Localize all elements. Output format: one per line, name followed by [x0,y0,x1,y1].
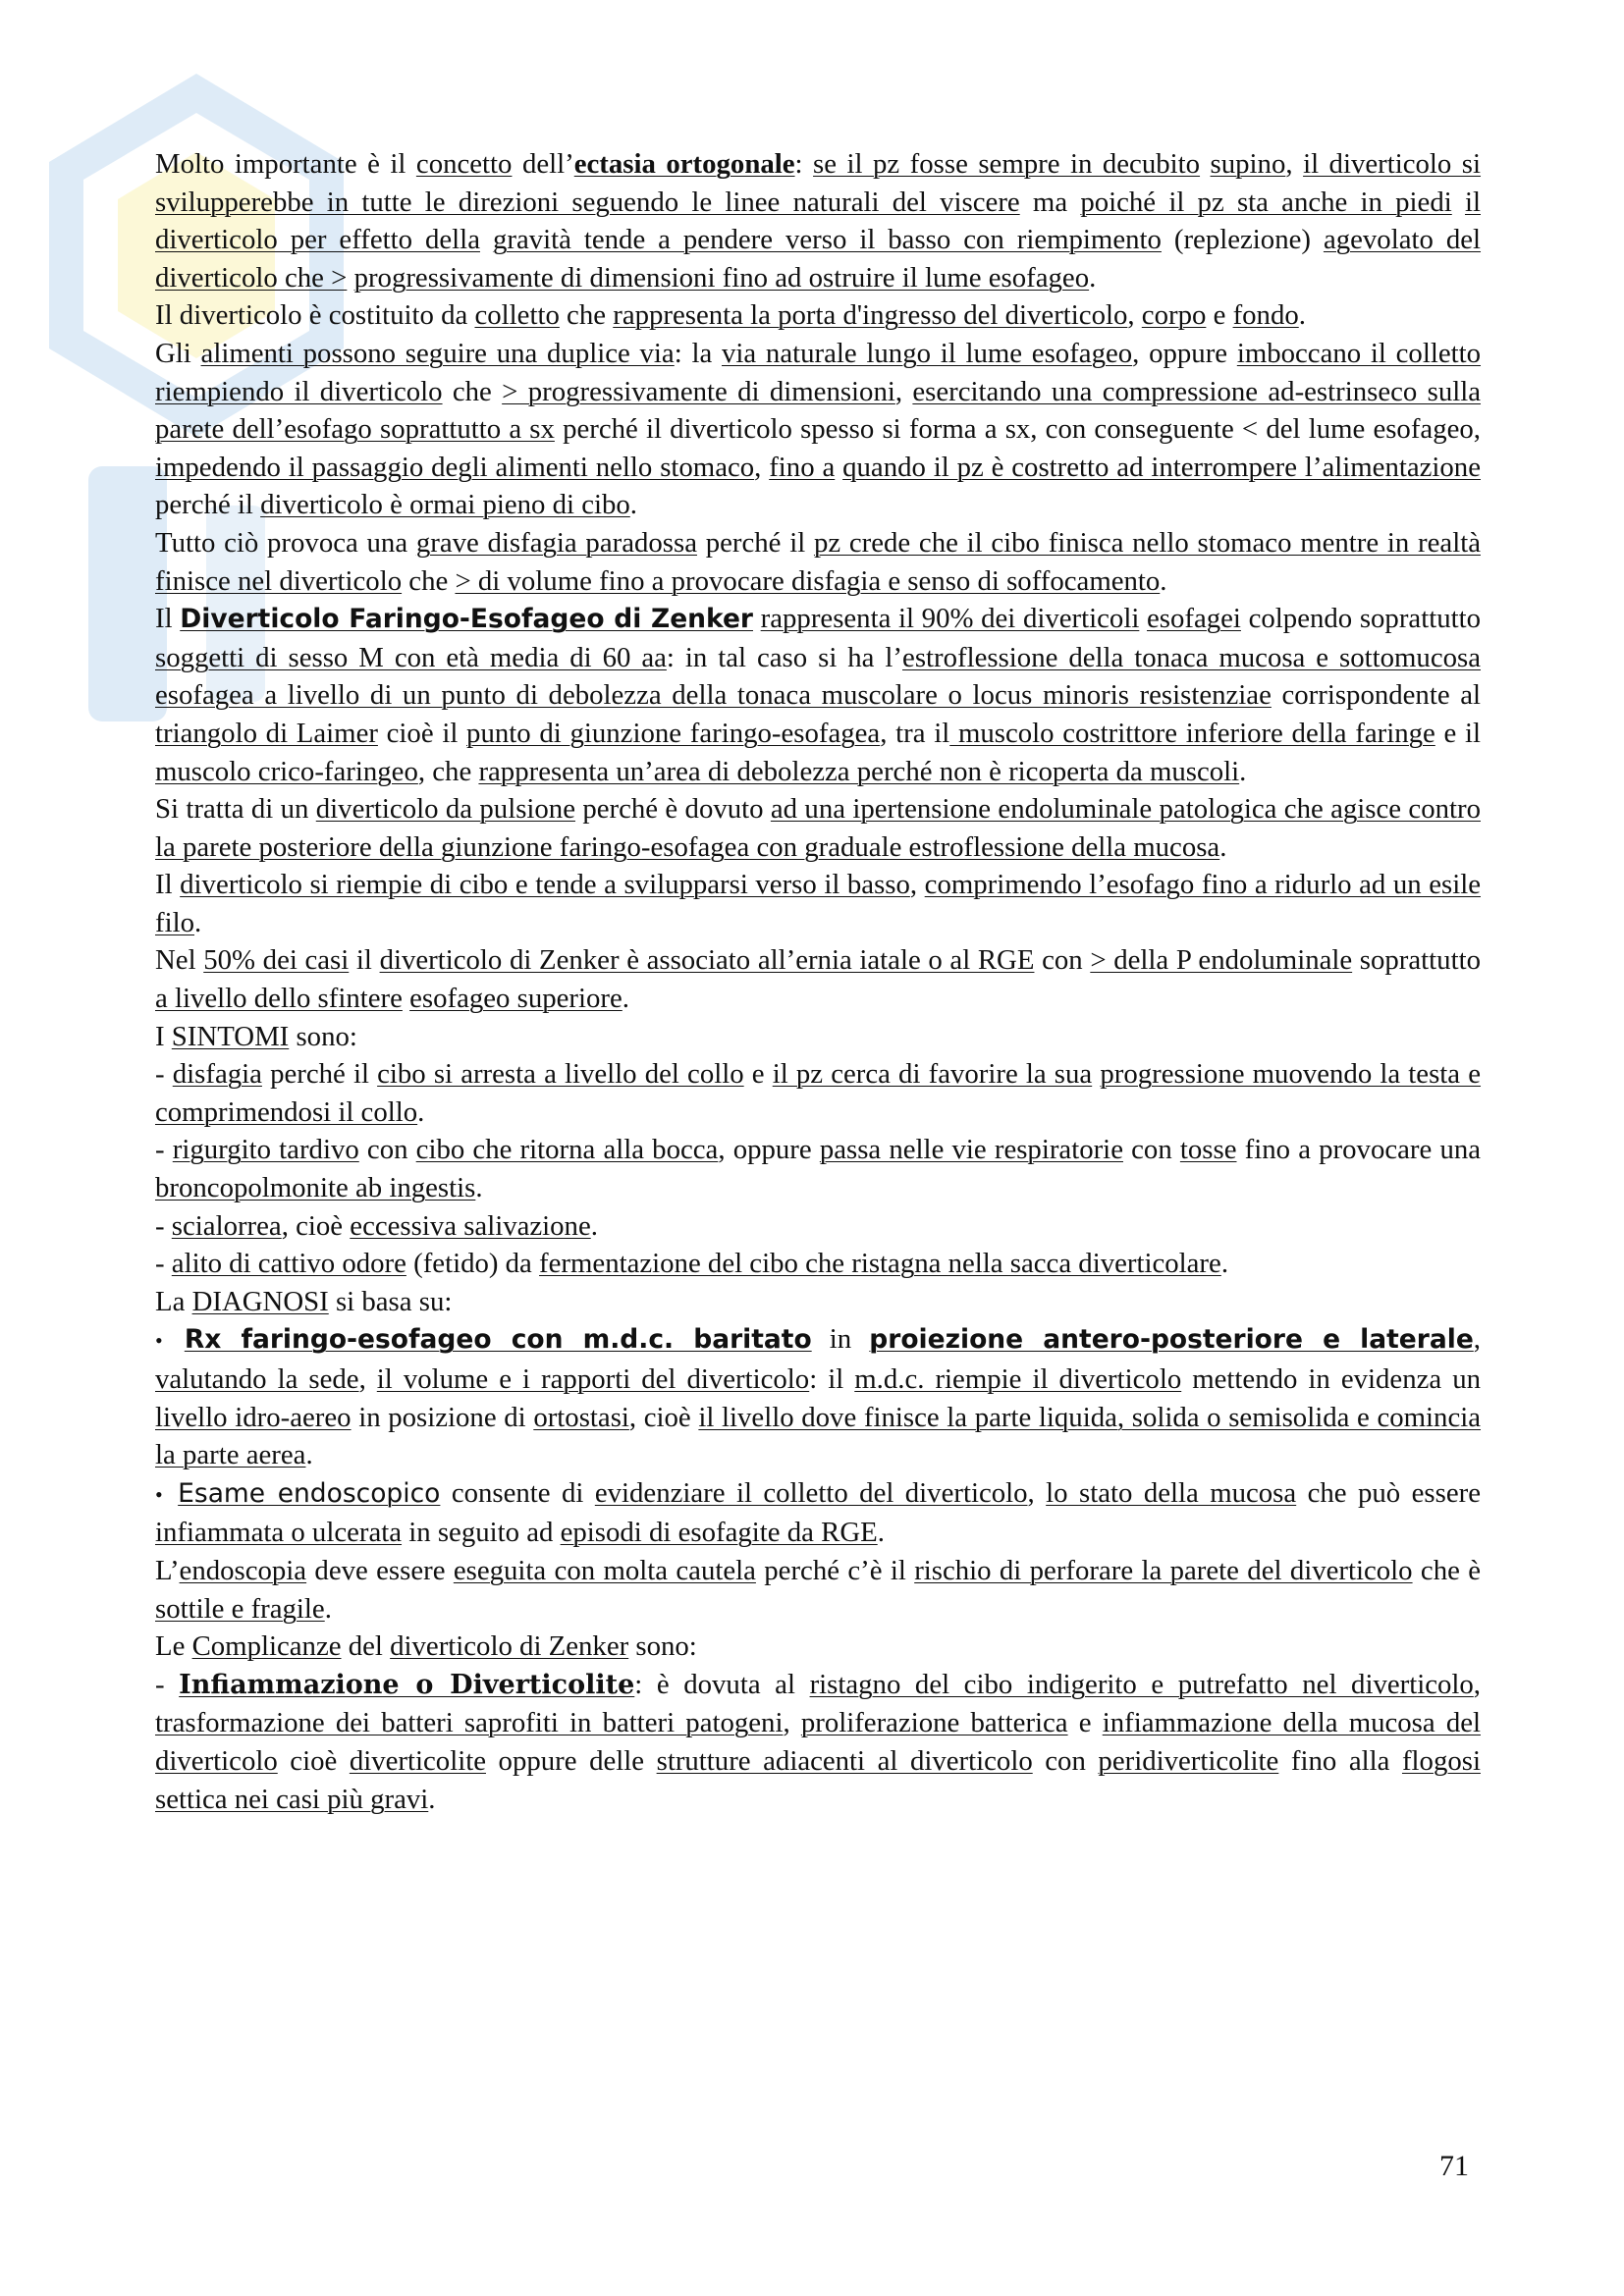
text: con [1034,944,1091,977]
text: : è dovuta al [634,1668,810,1700]
text: tosse [1179,1134,1237,1166]
text: consente di [440,1476,595,1509]
text: - [155,1248,172,1280]
text: , oppure [718,1134,820,1166]
text: ma [1019,186,1081,218]
text: diverticolo di Zenker [390,1630,629,1663]
text: , [783,1707,801,1739]
text: agevolato del diverticolo che > [155,224,1482,294]
text: , cioè [628,1401,699,1433]
text: e [1067,1707,1103,1739]
text: . [305,1439,313,1471]
text: , tra il [880,717,950,749]
text: eccessiva salivazione [350,1209,591,1242]
text: in posizione di [351,1401,534,1433]
text: comprimendo l’esofago fino a ridurlo ad un esile filo [155,869,1481,938]
text: . [1219,830,1227,863]
text: scialorrea [171,1209,282,1242]
text: deve essere [306,1554,454,1586]
text: . [475,1172,483,1204]
page-number: 71 [1439,2150,1469,2182]
text: diverticolo di Zenker è associato all’ernia iatale o al RGE [379,944,1035,977]
paragraph-ernia [155,941,1481,1017]
text: passa nelle vie respiratorie [819,1134,1123,1166]
text: flogosi settica nei casi più gravi [155,1744,1481,1815]
complication-diverticolite [155,1666,1481,1818]
text: il pz cerca di favorire la sua [772,1058,1093,1091]
text: poiché il pz sta anche in piedi [1080,186,1452,218]
text: > progressivamente di dimensioni [502,375,895,407]
text: gravità tende a pendere verso il basso con riempimento [492,224,1162,256]
text [167,1477,178,1509]
text: quando il pz è costretto ad interrompere l’alimentazione [842,451,1481,483]
symptom-scialorrea [155,1207,1481,1246]
symptom-rigurgito [155,1131,1481,1206]
text: fondo [1232,299,1299,332]
text: diverticolo è ormai pieno di cibo [260,489,630,521]
text: ortostasi [533,1401,629,1433]
text: fino a provocare una [1236,1134,1482,1166]
text: progressivamente di dimensioni fino ad ostruire il lume esofageo [353,261,1090,294]
text [1200,148,1211,180]
text: esofageo superiore [409,983,623,1015]
text: : la [674,337,722,369]
text: cioè il [377,717,467,749]
text: soggetti di sesso M con età media di 60 aa [155,641,667,673]
text: concetto [415,148,513,180]
text: . [417,1095,425,1128]
text: - [155,1209,172,1242]
paragraph-cautela [155,1552,1481,1628]
text: mettendo in evidenza un [1181,1363,1481,1395]
text: dell’ [512,148,574,180]
text: pz crede che il cibo finisca nello stomaco mentre in realtà finisce nel diverticolo [155,526,1481,597]
text: muscolo crico-faringeo [155,755,418,787]
text: si basa su: [328,1285,453,1317]
text: corrispondente al [1271,679,1482,712]
text: rappresenta un’area di debolezza perché non è ricoperta da muscoli [478,755,1240,787]
text: ad una ipertensione endoluminale patologica che agisce contro la parete posteriore della giunzione faringo-esofagea con graduale estroflessione della mucosa [155,793,1481,863]
text: esercitando una compressione ad-estrinseco sulla parete dell’esofago soprattutto a sx [155,375,1482,446]
text: perché il [261,1058,378,1091]
text: esofagei [1147,603,1241,635]
text: I [155,1020,172,1052]
text: il volume e i rapporti del diverticolo [376,1363,810,1395]
text: Il diverticolo è costituito da [155,299,475,332]
text: sono: [289,1020,357,1052]
text: . [194,906,202,938]
text: muscolo costrittore inferiore della faringe [949,717,1435,749]
text: Il [155,869,181,901]
text: oppure delle [485,1744,657,1777]
text: alito di cattivo odore [171,1248,406,1280]
text: valutando la sede [155,1363,359,1395]
text: Il [155,603,181,635]
bold-term: proiezione antero-posteriore e laterale [869,1324,1474,1356]
text: La [155,1285,192,1317]
text: alimenti possono seguire una duplice via [200,337,675,369]
text: rappresenta la porta d'ingresso del diverticolo [613,299,1128,332]
text: - [155,1668,180,1700]
text: e il [1435,717,1481,749]
text: ristagno del cibo indigerito e putrefatto nel diverticolo [809,1668,1474,1700]
text: che [402,564,456,597]
text: con [1032,1744,1099,1777]
text: - [155,1134,173,1166]
text: colpendo soprattutto [1240,603,1482,635]
paragraph-disfagia-paradossa [155,524,1481,600]
text: , oppure [1132,337,1237,369]
paragraph-pulsione [155,790,1481,866]
text: > di volume fino a provocare disfagia e senso di soffocamento [455,564,1161,597]
text: grave disfagia paradossa [415,526,697,559]
text: estroflessione della tonaca mucosa e sottomucosa esofagea a livello di un punto di debolezza della tonaca muscolare o locus minoris resistenziae [155,641,1482,712]
text: Complicanze [191,1630,342,1663]
text: che può essere [1296,1476,1481,1509]
text: che è [1412,1554,1482,1586]
text: il livello dove finisce la parte liquida, solida o semisolida e comincia la parte aerea [155,1401,1482,1471]
text: triangolo di Laimer [155,717,378,749]
text: fino a [769,451,836,483]
text: , [358,1363,377,1395]
text: Si tratta di un [155,793,316,826]
text: . [1220,1248,1229,1280]
text: , [909,869,925,901]
text: e [743,1058,773,1091]
text: imboccano il colletto riempiendo il diverticolo [155,337,1482,407]
text: che [442,375,503,407]
text: . [590,1209,598,1242]
text: 50% dei casi [203,944,350,977]
paragraph-zenker [155,600,1481,790]
symptom-alito [155,1245,1481,1283]
text: . [877,1517,885,1549]
text: progressione muovendo la testa e comprimendosi il collo [155,1058,1482,1128]
text [835,452,842,483]
text: perché c’è il [755,1554,915,1586]
text: con [1122,1134,1180,1166]
text: soprattutto [1352,944,1481,977]
text: se il pz fosse sempre in decubito [813,148,1201,180]
text: diverticolite [349,1744,486,1777]
text: , [1127,299,1142,332]
text [1452,187,1465,218]
text: Gli [155,337,201,369]
text: sottile e fragile [155,1592,325,1625]
text: Le [155,1630,192,1663]
paragraph-ectasia [155,145,1481,296]
text: m.d.c. riempie il diverticolo [854,1363,1182,1395]
text: peridiverticolite [1098,1744,1279,1777]
text: rappresenta il 90% dei diverticoli [760,603,1140,635]
text: cibo che ritorna alla bocca [415,1134,719,1166]
text: livello idro-aereo [155,1401,352,1433]
text: cioè [277,1744,350,1777]
text: , [1473,1323,1481,1356]
bold-term: ectasia ortogonale [573,148,795,180]
text: impedendo il passaggio degli alimenti nello stomaco [155,451,755,483]
heading-complicanze [155,1628,1481,1666]
text: via naturale lungo il lume esofageo [722,337,1133,369]
text: . [629,489,637,521]
text: , che [417,755,479,787]
text: , [894,375,913,407]
text: . [1239,755,1247,787]
text: il diverticolo si svilupperebbe in tutte le direzioni seguendo le linee naturali del viscere [155,148,1482,218]
bullet-icon: • [155,1328,163,1354]
text: perché il [696,526,814,559]
text: in [811,1323,870,1356]
text: : in tal caso si ha l’ [666,641,903,673]
text: , [1473,1668,1481,1700]
text: perché il diverticolo spesso si forma a sx, con conseguente < del lume esofageo, [554,413,1481,446]
text: Tutto ciò provoca una [155,526,416,559]
bold-term: Rx faringo-esofageo con m.d.c. baritato [184,1324,812,1356]
bullet-icon: • [155,1481,163,1507]
bold-term: Esame endoscopico [178,1477,441,1509]
text: . [1298,299,1306,332]
text [347,262,353,294]
diagnosis-rx [155,1320,1481,1473]
text: che [559,299,614,332]
text: broncopolmonite ab ingestis [155,1172,476,1204]
symptom-disfagia [155,1055,1481,1131]
text: . [428,1783,436,1815]
body-text [155,145,1481,1818]
text: DIAGNOSI [191,1285,329,1317]
text: (replezione) [1161,224,1324,256]
text: fino alla [1278,1744,1402,1777]
heading-diagnosi [155,1283,1481,1321]
text: trasformazione dei batteri saprofiti in batteri patogeni [155,1707,784,1739]
text: infiammata o ulcerata [155,1517,403,1549]
text [480,224,493,255]
text: , cioè [281,1209,351,1242]
text: il diverticolo per effetto della [155,186,1481,256]
text: disfagia [172,1058,262,1091]
text: sono: [628,1630,697,1663]
text: endoscopia [179,1554,307,1586]
text: supino [1210,148,1286,180]
text: corpo [1141,299,1207,332]
text: diverticolo si riempie di cibo e tende a svilupparsi verso il basso [180,869,910,901]
text: : [794,148,814,180]
text: , [1027,1476,1047,1509]
text: SINTOMI [171,1020,290,1052]
text: rischio di perforare la parete del diverticolo [914,1554,1413,1586]
text: punto di giunzione faringo-esofagea [466,717,881,749]
text: - [155,1058,173,1091]
text: a livello dello sfintere [155,983,403,1015]
text: L’ [155,1554,180,1586]
text: eseguita con molta cautela [453,1554,756,1586]
bold-term: Infiammazione o Diverticolite [179,1669,635,1700]
text: , [1285,148,1304,180]
text [1139,603,1147,634]
text: strutture adiacenti al diverticolo [656,1744,1033,1777]
text: rigurgito tardivo [172,1134,359,1166]
text: colletto [474,299,560,332]
text: infiammazione della mucosa del diverticolo [155,1707,1481,1777]
text: in seguito ad [402,1517,561,1549]
text [753,603,761,634]
text: : il [809,1363,855,1395]
text: proliferazione batterica [800,1707,1068,1739]
text: perché è dovuto [574,793,771,826]
text: episodi di esofagite da RGE [560,1517,878,1549]
text: Molto importante è il [155,148,416,180]
text: cibo si arresta a livello del collo [377,1058,744,1091]
text: del [341,1630,391,1663]
text: . [1160,564,1167,597]
text [167,1323,185,1355]
diagnosis-endoscopia [155,1474,1481,1552]
text: e [1206,299,1233,332]
text: il [349,944,380,977]
paragraph-riempimento [155,866,1481,941]
heading-sintomi [155,1018,1481,1056]
text: , [754,451,770,483]
text: diverticolo da pulsione [315,793,575,826]
text [403,983,409,1014]
text: . [324,1592,332,1625]
text: . [622,983,629,1015]
text: lo stato della mucosa [1046,1476,1297,1509]
bold-term: Diverticolo Faringo-Esofageo di Zenker [180,604,753,635]
text: Nel [155,944,204,977]
text: fermentazione del cibo che ristagna nella sacca diverticolare [539,1248,1221,1280]
text: perché il [155,489,261,521]
text: con [358,1134,416,1166]
text: > della P endoluminale [1090,944,1353,977]
paragraph-alimenti [155,335,1481,524]
paragraph-colletto [155,296,1481,335]
text: (fetido) da [406,1248,540,1280]
text: . [1089,261,1097,294]
text: evidenziare il colletto del diverticolo [594,1476,1028,1509]
